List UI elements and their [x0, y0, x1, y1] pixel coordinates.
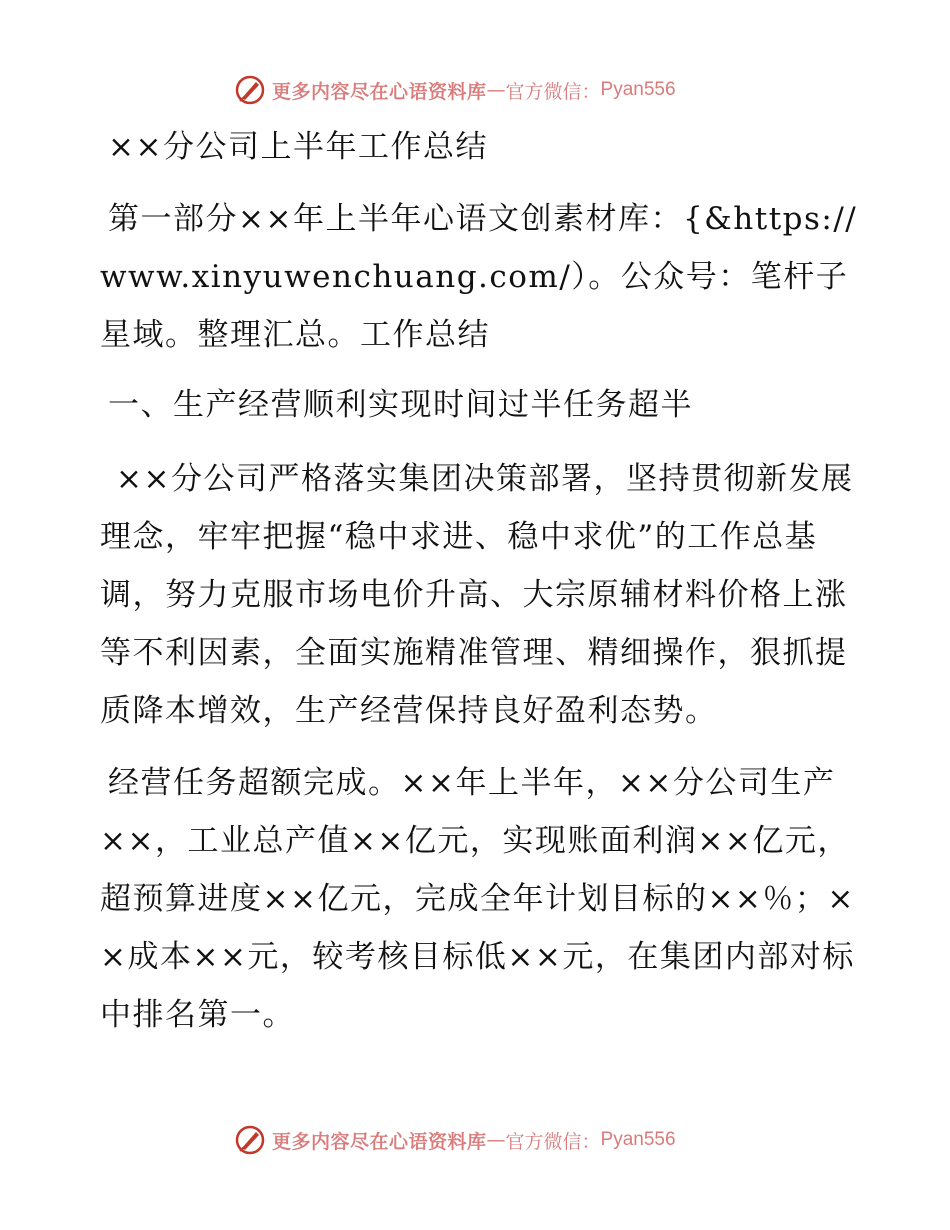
watermark-wechat-label: 官方微信： [505, 1130, 601, 1153]
section-heading: 一、生产经营顺利实现时间过半任务超半 [108, 387, 693, 423]
body-paragraph: ××分公司严格落实集团决策部署，坚持贯彻新发展理念，牢牢把握“稳中求进、稳中求优”的工作总基调，努力克服市场电价升高、大宗原辅材料价格上涨等不利因素，全面实施精准管理、精细操作，狠抓提质降本增效，生产经营保持良好盈利态势。 [100, 461, 854, 729]
quill-logo-icon [234, 74, 266, 106]
intro-paragraph: 第一部分××年上半年心语文创素材库：{&https://www.xinyuwenchuang.com/）。公众号：笔杆子星域。整理汇总。工作总结 [100, 201, 858, 353]
watermark-dash: — [486, 1129, 506, 1151]
watermark-dash: — [486, 79, 506, 101]
watermark-wechat-label: 官方微信： [505, 80, 601, 103]
watermark-wechat-id: Pyan556 [600, 79, 676, 100]
watermark-text: 更多内容尽在心语资料库 [272, 80, 487, 103]
document-title: ××分公司上半年工作总结 [108, 129, 488, 165]
watermark-wechat-id: Pyan556 [600, 1129, 676, 1150]
header-watermark [234, 72, 676, 108]
footer-watermark [234, 1122, 676, 1158]
quill-logo-icon [234, 1124, 266, 1156]
body-paragraph: 经营任务超额完成。××年上半年，××分公司生产××，工业总产值××亿元，实现账面利润××亿元，超预算进度××亿元，完成全年计划目标的××％；××成本××元，较考核目标低××元，在集团内部对标中排名第一。 [100, 765, 855, 1033]
document-body [100, 118, 860, 1044]
watermark-text: 更多内容尽在心语资料库 [272, 1130, 487, 1153]
